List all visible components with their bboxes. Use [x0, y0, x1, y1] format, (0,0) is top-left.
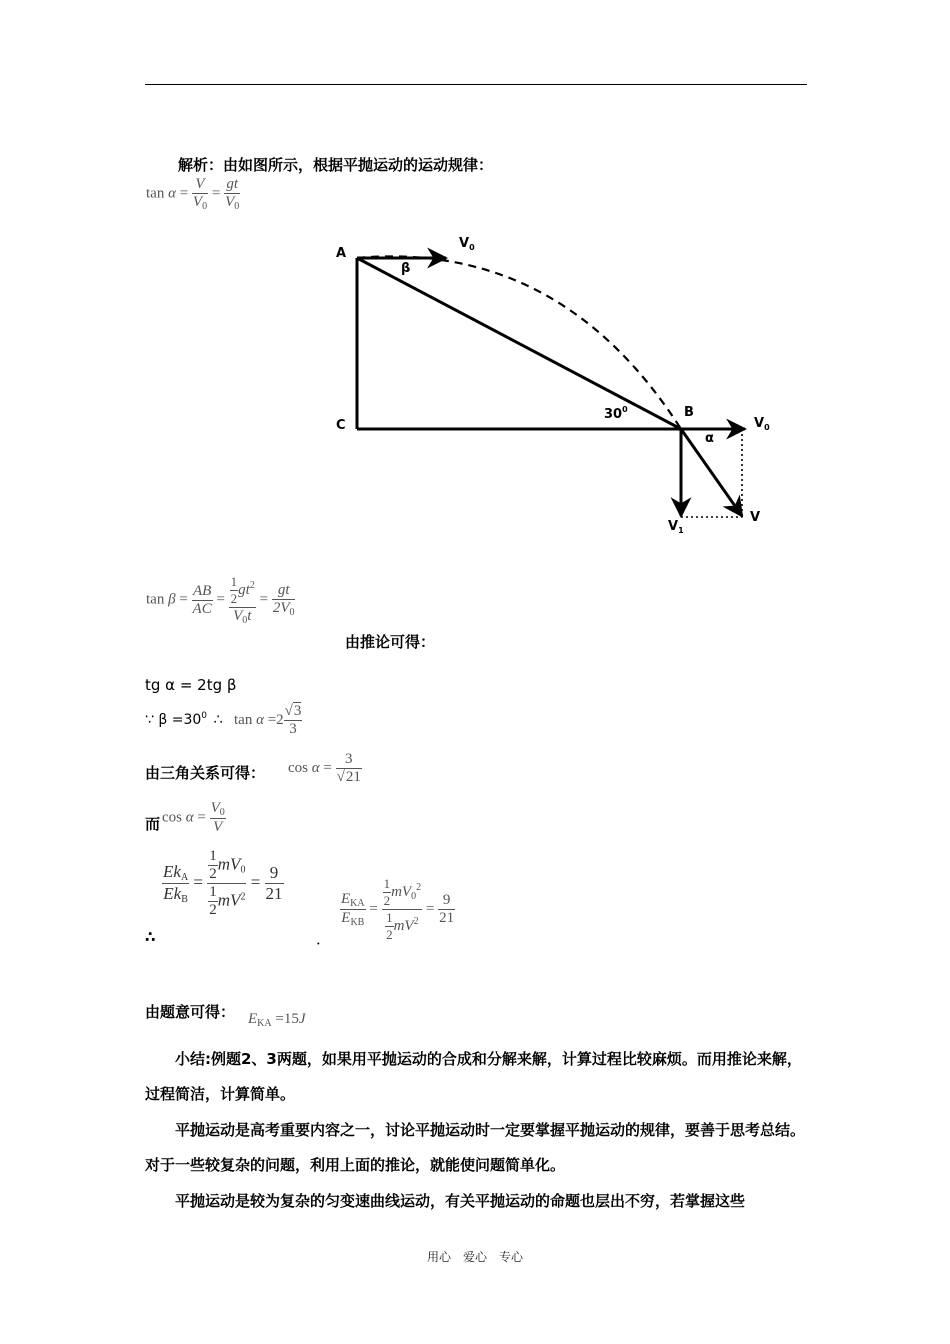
- label-v0-right: $V_0$: [754, 416, 770, 432]
- formula-tan-alpha: tan α = $\frac{V}{V_0}$ = $\frac{gt}{V_0}$: [146, 176, 240, 212]
- formula-energy-ratio-2: $\frac{E_{KA}}{E_{KB}}$ = $\frac{1}{2}$ $mV_0^2$ $\frac{1}{2}$ $mV^2$ = $\frac{9}{21}$: [341, 876, 455, 942]
- formula-energy-ratio-1: $\frac{Ek_A}{Ek_B}$ = $\frac{1}{2}$ $mV_0$ $\frac{1}{2}$ $mV^2$ = $\frac{9}{21}$: [163, 848, 283, 918]
- label-v0-top: $V_0$: [459, 236, 475, 252]
- intro-text: 解析：由如图所示，根据平抛运动的运动规律：: [178, 156, 494, 174]
- label-v: V: [750, 510, 761, 525]
- summary-paragraph-2: 平抛运动是高考重要内容之一，讨论平抛运动时一定要掌握平抛运动的规律，要善于思考总结。对于一些较复杂的问题，利用上面的推论，就能使问题简单化。: [145, 1121, 806, 1174]
- infer-text: 由推论可得：: [345, 633, 436, 651]
- therefore-energy: ∴: [145, 928, 156, 946]
- formula-eka: $E_{KA} =15J$: [248, 1011, 306, 1029]
- summary-paragraph-3: 平抛运动是较为复杂的匀变速曲线运动，有关平抛运动的命题也层出不穷，若掌握这些: [175, 1192, 746, 1210]
- header-rule: [145, 84, 807, 85]
- from-problem-text: 由题意可得：: [145, 1003, 236, 1021]
- formula-cos-alpha-value: cos α = $\frac{3}{√21}$: [288, 751, 361, 785]
- label-c: C: [336, 418, 346, 433]
- label-alpha: α: [705, 431, 714, 446]
- label-a: A: [336, 246, 347, 261]
- formula-cos-alpha: cos α = $\frac{V_0}{V}$: [162, 800, 225, 835]
- trig-relation-text: 由三角关系可得：: [145, 764, 266, 782]
- and-text: 而: [145, 815, 161, 833]
- label-beta: β: [401, 261, 411, 276]
- label-angle: $30^0$: [604, 405, 628, 422]
- summary-paragraph-1: 小结:例题2、3两题，如果用平抛运动的合成和分解来解，计算过程比较麻烦。而用推论来解，过程简洁，计算简单。: [145, 1050, 802, 1103]
- tg-relation: tg α = 2tg β: [145, 676, 237, 694]
- projectile-diagram: [320, 225, 800, 545]
- incline-ab: [357, 258, 681, 429]
- since-beta: ∵ $\beta =30^0$ ∴: [145, 711, 223, 728]
- page-footer: 用心 爱心 专心: [426, 1250, 523, 1264]
- formula-tan-alpha-value: tan α =2 $\frac{√3}{3}$: [234, 703, 302, 737]
- label-v1: $V_1$: [668, 519, 684, 535]
- label-b: B: [684, 405, 694, 420]
- formula-tan-beta: tan β = $\frac{AB}{AC}$ = $\frac{1}{2}$ $gt^2$ $V_0t$ = $\frac{gt}{2V_0}$: [146, 574, 295, 626]
- comma-text: ．: [316, 930, 332, 948]
